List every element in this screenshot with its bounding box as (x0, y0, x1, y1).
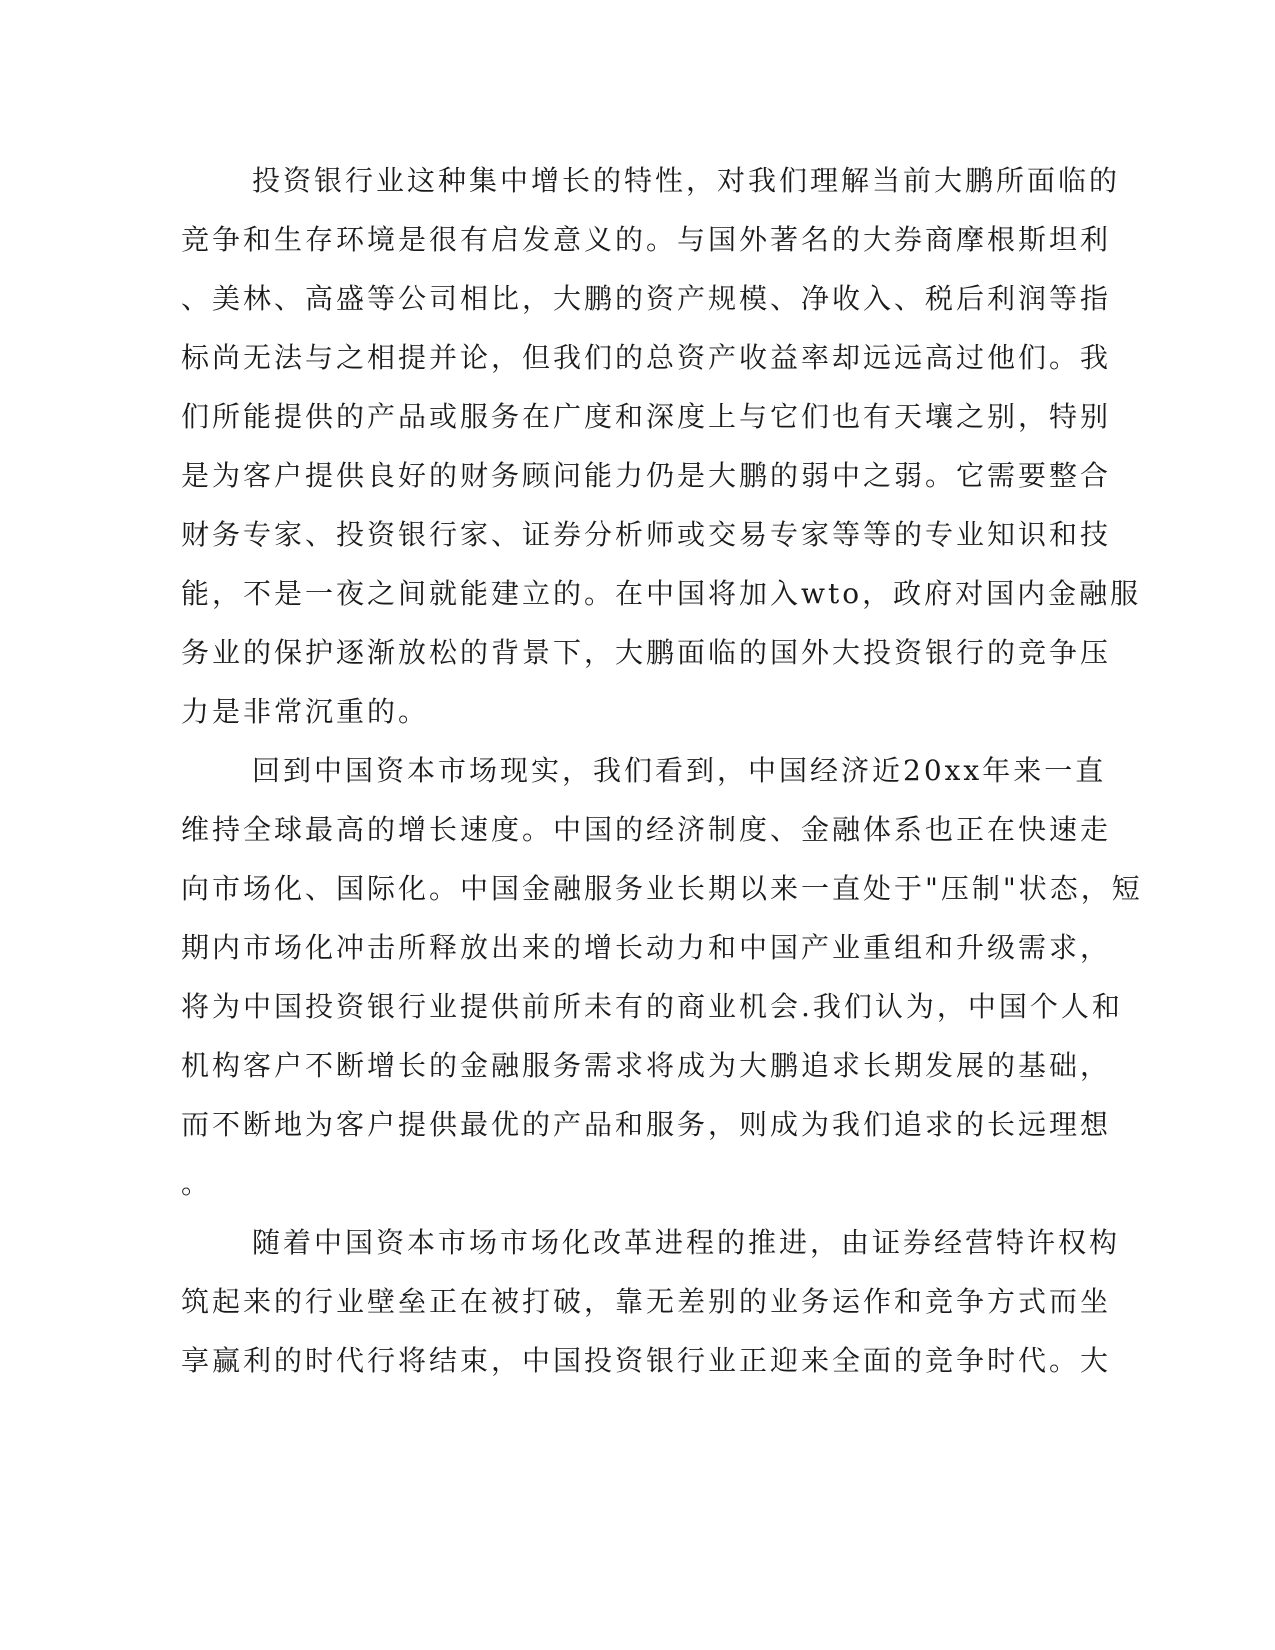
paragraph-3-line-2: 筑起来的行业壁垒正在被打破，靠无差别的业务运作和竞争方式而坐 (181, 1285, 1112, 1318)
paragraph-1-line-9: 务业的保护逐渐放松的背景下，大鹏面临的国外大投资银行的竞争压 (181, 636, 1112, 669)
paragraph-1-line-1: 投资银行业这种集中增长的特性，对我们理解当前大鹏所面临的 (252, 164, 1121, 197)
paragraph-1-line-10: 力是非常沉重的。 (181, 695, 430, 728)
paragraph-2-line-8: 。 (181, 1167, 213, 1200)
paragraph-2-line-4: 期内市场化冲击所释放出来的增长动力和中国产业重组和升级需求， (181, 931, 1112, 964)
paragraph-3-line-1: 随着中国资本市场市场化改革进程的推进，由证券经营特许权构 (252, 1226, 1121, 1259)
paragraph-3-line-3: 享赢利的时代行将结束，中国投资银行业正迎来全面的竞争时代。大 (181, 1344, 1112, 1377)
paragraph-1-line-2: 竞争和生存环境是很有启发意义的。与国外著名的大券商摩根斯坦利 (181, 223, 1112, 256)
paragraph-1-line-6: 是为客户提供良好的财务顾问能力仍是大鹏的弱中之弱。它需要整合 (181, 459, 1112, 492)
paragraph-2-line-1: 回到中国资本市场现实，我们看到，中国经济近20xx年来一直 (252, 754, 1107, 787)
paragraph-1-line-5: 们所能提供的产品或服务在广度和深度上与它们也有天壤之别，特别 (181, 400, 1112, 433)
paragraph-2-line-5: 将为中国投资银行业提供前所未有的商业机会.我们认为，中国个人和 (181, 990, 1123, 1023)
paragraph-1-line-3: 、美林、高盛等公司相比，大鹏的资产规模、净收入、税后利润等指 (181, 282, 1112, 315)
paragraph-1-line-8: 能，不是一夜之间就能建立的。在中国将加入wto，政府对国内金融服 (181, 577, 1142, 610)
paragraph-1-line-4: 标尚无法与之相提并论，但我们的总资产收益率却远远高过他们。我 (181, 341, 1112, 374)
paragraph-2-line-7: 而不断地为客户提供最优的产品和服务，则成为我们追求的长远理想 (181, 1108, 1112, 1141)
paragraph-2-line-2: 维持全球最高的增长速度。中国的经济制度、金融体系也正在快速走 (181, 813, 1112, 846)
paragraph-2-line-3: 向市场化、国际化。中国金融服务业长期以来一直处于"压制"状态，短 (181, 872, 1143, 905)
paragraph-1-line-7: 财务专家、投资银行家、证券分析师或交易专家等等的专业知识和技 (181, 518, 1112, 551)
paragraph-2-line-6: 机构客户不断增长的金融服务需求将成为大鹏追求长期发展的基础， (181, 1049, 1112, 1082)
